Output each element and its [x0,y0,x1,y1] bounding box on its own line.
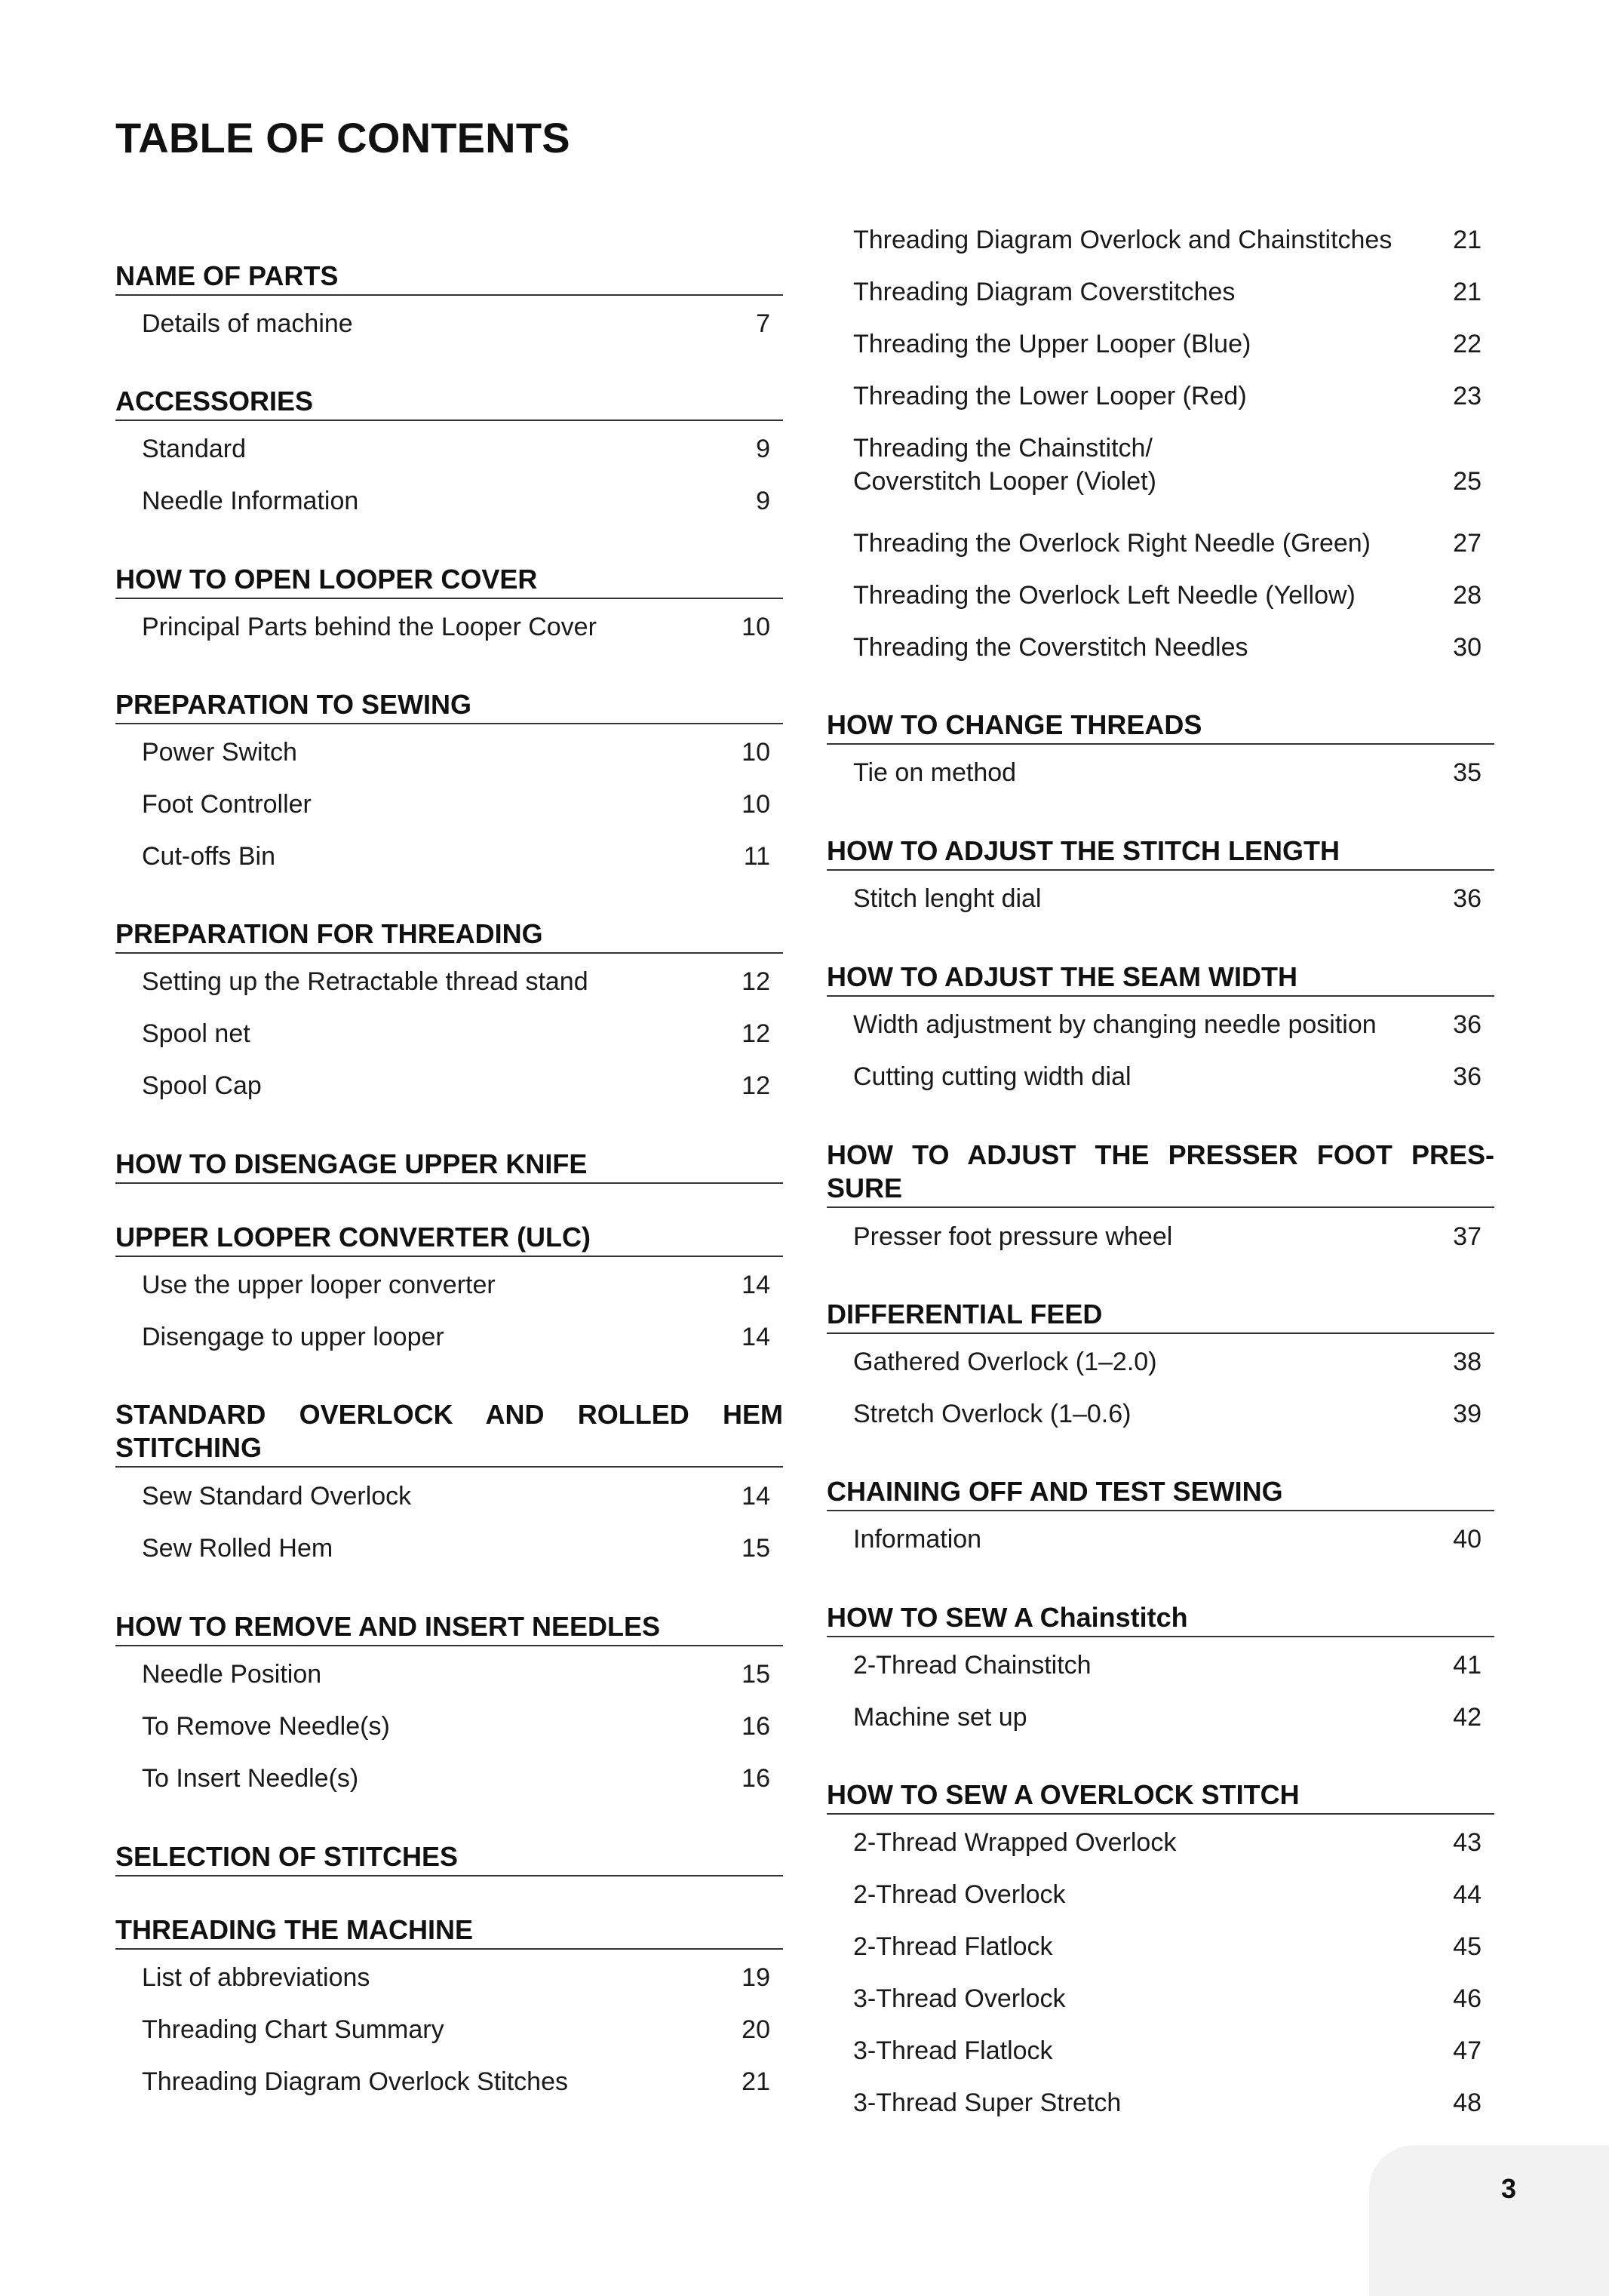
toc-entry-label: Setting up the Retractable thread stand [142,967,588,996]
toc-entry-label: Threading Diagram Coverstitches [853,278,1236,306]
toc-entry-label: Tie on method [853,758,1017,787]
toc-entry-page: 22 [1453,330,1482,358]
toc-entry-label: Gathered Overlock (1–2.0) [853,1348,1157,1376]
toc-entry-left-2-0[interactable] [142,610,770,644]
toc-entry-left-3-0[interactable] [142,736,770,769]
section-heading-right-3[interactable]: HOW TO ADJUST THE PRESSER FOOT PRES-SURE [827,1139,1494,1208]
toc-entry-left-7-1[interactable] [142,1532,770,1565]
section-heading-right-7[interactable]: HOW TO SEW A OVERLOCK STITCH [827,1778,1494,1815]
toc-entry-label: Threading Chart Summary [142,2015,444,2044]
toc-entry-page: 25 [1453,467,1482,496]
section-heading-left-0[interactable]: NAME OF PARTS [115,260,783,296]
toc-entry-page: 28 [1453,581,1482,610]
toc-entry-left-4-2[interactable] [142,1069,770,1102]
toc-entry-label: Machine set up [853,1703,1027,1732]
toc-entry-right-4-1[interactable] [853,1397,1482,1431]
toc-entry-page: 23 [1453,382,1482,410]
toc-entry-page: 41 [1453,1651,1482,1680]
toc-entry-label: Spool Cap [142,1071,262,1100]
toc-entry-page: 11 [743,842,770,871]
toc-entry-label: Threading the Chainstitch/ Coverstitch Looper (Violet) [853,434,1156,496]
toc-entry-label: Power Switch [142,738,297,767]
toc-entry-page: 36 [1453,1062,1482,1091]
toc-entry-page: 16 [742,1764,770,1793]
toc-entry-page: 42 [1453,1703,1482,1732]
toc-entry-page: 9 [756,435,770,463]
toc-entry-label: To Insert Needle(s) [142,1764,359,1793]
toc-entry-label: Threading Diagram Overlock Stitches [142,2067,569,2096]
toc-entry-cont-3[interactable] [853,380,1482,413]
toc-entry-right-5-0[interactable] [853,1523,1482,1556]
toc-entry-left-6-1[interactable] [142,1320,770,1354]
toc-entry-right-3-0[interactable] [853,1220,1482,1253]
section-heading-left-2[interactable]: HOW TO OPEN LOOPER COVER [115,563,783,599]
toc-entry-label: Foot Controller [142,790,312,819]
toc-entry-label: Stitch lenght dial [853,884,1042,913]
toc-entry-page: 10 [742,613,770,641]
toc-entry-right-7-0[interactable] [853,1826,1482,1859]
section-heading-left-1[interactable]: ACCESSORIES [115,385,783,421]
toc-entry-label: Width adjustment by changing needle position [853,1010,1377,1039]
toc-entry-label: Information [853,1525,982,1554]
toc-entry-label: Needle Position [142,1660,322,1689]
toc-entry-label: Threading the Coverstitch Needles [853,633,1248,662]
toc-entry-page: 16 [742,1712,770,1741]
toc-entry-label: Threading the Upper Looper (Blue) [853,330,1251,358]
toc-entry-page: 36 [1453,1010,1482,1039]
toc-entry-right-7-1[interactable] [853,1878,1482,1911]
toc-entry-label: Use the upper looper converter [142,1271,496,1299]
toc-entry-page: 30 [1453,633,1482,662]
section-heading-left-3[interactable]: PREPARATION TO SEWING [115,688,783,724]
toc-entry-right-1-0[interactable] [853,882,1482,915]
toc-entry-left-3-1[interactable] [142,788,770,821]
toc-entry-label: 2-Thread Flatlock [853,1932,1053,1961]
toc-entry-label: Cutting cutting width dial [853,1062,1132,1091]
section-heading-right-5[interactable]: CHAINING OFF AND TEST SEWING [827,1475,1494,1511]
toc-entry-page: 21 [742,2067,770,2096]
toc-entry-page: 10 [742,738,770,767]
section-heading-left-6[interactable]: UPPER LOOPER CONVERTER (ULC) [115,1221,783,1257]
toc-entry-label: To Remove Needle(s) [142,1712,390,1741]
toc-entry-page: 45 [1453,1932,1482,1961]
toc-entry-page: 10 [742,790,770,819]
toc-entry-left-10-0[interactable] [142,1961,770,1994]
toc-entry-page: 38 [1453,1348,1482,1376]
toc-entry-label: Principal Parts behind the Looper Cover [142,613,597,641]
toc-entry-label: 2-Thread Overlock [853,1880,1066,1909]
toc-entry-cont-1[interactable] [853,275,1482,309]
toc-entry-page: 46 [1453,1984,1482,2013]
toc-entry-page: 40 [1453,1525,1482,1554]
toc-entry-left-8-0[interactable] [142,1658,770,1691]
toc-entry-left-0-0[interactable] [142,307,770,340]
page-title: TABLE OF CONTENTS [115,114,570,161]
toc-entry-cont-0[interactable] [853,223,1482,257]
toc-entry-label: 2-Thread Chainstitch [853,1651,1092,1680]
toc-entry-left-3-2[interactable] [142,840,770,873]
section-heading-left-10[interactable]: THREADING THE MACHINE [115,1913,783,1950]
toc-entry-label: Disengage to upper looper [142,1323,444,1351]
toc-entry-page: 36 [1453,884,1482,913]
toc-entry-right-2-1[interactable] [853,1060,1482,1093]
toc-entry-cont-2[interactable] [853,327,1482,361]
toc-entry-page: 21 [1453,226,1482,254]
section-heading-left-5[interactable]: HOW TO DISENGAGE UPPER KNIFE [115,1148,783,1184]
toc-entry-label: Needle Information [142,487,359,515]
toc-entry-label: Threading the Lower Looper (Red) [853,382,1247,410]
toc-entry-page: 14 [742,1323,770,1351]
toc-entry-right-6-0[interactable] [853,1649,1482,1682]
toc-entry-label: Details of machine [142,309,353,338]
toc-entry-page: 19 [742,1963,770,1992]
section-heading-right-1[interactable]: HOW TO ADJUST THE STITCH LENGTH [827,834,1494,871]
toc-entry-left-1-1[interactable] [142,484,770,518]
section-heading-right-4[interactable]: DIFFERENTIAL FEED [827,1298,1494,1334]
toc-entry-label: Sew Standard Overlock [142,1482,412,1511]
toc-entry-page: 21 [1453,278,1482,306]
toc-entry-right-7-5[interactable] [853,2086,1482,2119]
section-heading-right-2[interactable]: HOW TO ADJUST THE SEAM WIDTH [827,961,1494,997]
toc-entry-label: Sew Rolled Hem [142,1534,333,1563]
toc-entry-label: Threading the Overlock Right Needle (Green) [853,529,1371,558]
section-heading-left-4[interactable]: PREPARATION FOR THREADING [115,917,783,954]
toc-entry-page: 15 [742,1534,770,1563]
toc-entry-label: Spool net [142,1019,250,1048]
toc-entry-label: 3-Thread Super Stretch [853,2089,1122,2117]
toc-entry-right-0-0[interactable] [853,756,1482,789]
toc-entry-page: 12 [742,1071,770,1100]
toc-entry-label: 3-Thread Overlock [853,1984,1066,2013]
toc-entry-label: Stretch Overlock (1–0.6) [853,1400,1132,1428]
toc-entry-page: 7 [756,309,770,338]
toc-entry-label: List of abbreviations [142,1963,370,1992]
toc-entry-right-7-2[interactable] [853,1930,1482,1963]
section-heading-right-6[interactable]: HOW TO SEW A Chainstitch [827,1601,1494,1637]
page-tab [1369,2145,1609,2296]
toc-entry-cont-4[interactable] [853,432,1482,498]
toc-entry-left-10-1[interactable] [142,2013,770,2046]
toc-entry-right-4-0[interactable] [853,1345,1482,1379]
toc-entry-page: 15 [742,1660,770,1689]
toc-entry-page: 27 [1453,529,1482,558]
toc-entry-page: 12 [742,1019,770,1048]
toc-entry-label: 3-Thread Flatlock [853,2036,1053,2065]
toc-entry-cont-5[interactable] [853,527,1482,560]
toc-entry-left-4-1[interactable] [142,1017,770,1050]
toc-entry-right-7-3[interactable] [853,1982,1482,2015]
toc-entry-left-8-2[interactable] [142,1762,770,1795]
toc-entry-page: 43 [1453,1828,1482,1857]
toc-entry-page: 48 [1453,2089,1482,2117]
toc-entry-page: 44 [1453,1880,1482,1909]
toc-entry-page: 12 [742,967,770,996]
toc-entry-page: 37 [1453,1222,1482,1251]
toc-entry-page: 14 [742,1271,770,1299]
toc-entry-cont-7[interactable] [853,631,1482,664]
toc-entry-page: 35 [1453,758,1482,787]
toc-entry-left-10-2[interactable] [142,2065,770,2098]
toc-entry-left-4-0[interactable] [142,965,770,998]
toc-entry-right-2-0[interactable] [853,1008,1482,1041]
toc-entry-right-7-4[interactable] [853,2034,1482,2067]
toc-entry-label: Standard [142,435,246,463]
toc-entry-left-8-1[interactable] [142,1710,770,1743]
toc-entry-left-6-0[interactable] [142,1268,770,1302]
section-heading-left-9[interactable]: SELECTION OF STITCHES [115,1840,783,1876]
toc-entry-label: 2-Thread Wrapped Overlock [853,1828,1177,1857]
toc-entry-left-1-0[interactable] [142,432,770,466]
toc-entry-label: Cut-offs Bin [142,842,276,871]
section-heading-left-7[interactable]: STANDARD OVERLOCK AND ROLLED HEM STITCHING [115,1398,783,1468]
toc-entry-page: 14 [742,1482,770,1511]
toc-entry-label: Threading Diagram Overlock and Chainstitches [853,226,1393,254]
toc-entry-cont-6[interactable] [853,579,1482,612]
page-number: 3 [1501,2173,1517,2204]
section-heading-left-8[interactable]: HOW TO REMOVE AND INSERT NEEDLES [115,1610,783,1646]
section-heading-right-0[interactable]: HOW TO CHANGE THREADS [827,708,1494,745]
toc-entry-label: Threading the Overlock Left Needle (Yellow) [853,581,1356,610]
toc-entry-page: 9 [756,487,770,515]
toc-entry-page: 20 [742,2015,770,2044]
toc-entry-left-7-0[interactable] [142,1480,770,1513]
toc-entry-label: Presser foot pressure wheel [853,1222,1173,1251]
toc-entry-page: 39 [1453,1400,1482,1428]
toc-entry-right-6-1[interactable] [853,1701,1482,1734]
toc-entry-page: 47 [1453,2036,1482,2065]
